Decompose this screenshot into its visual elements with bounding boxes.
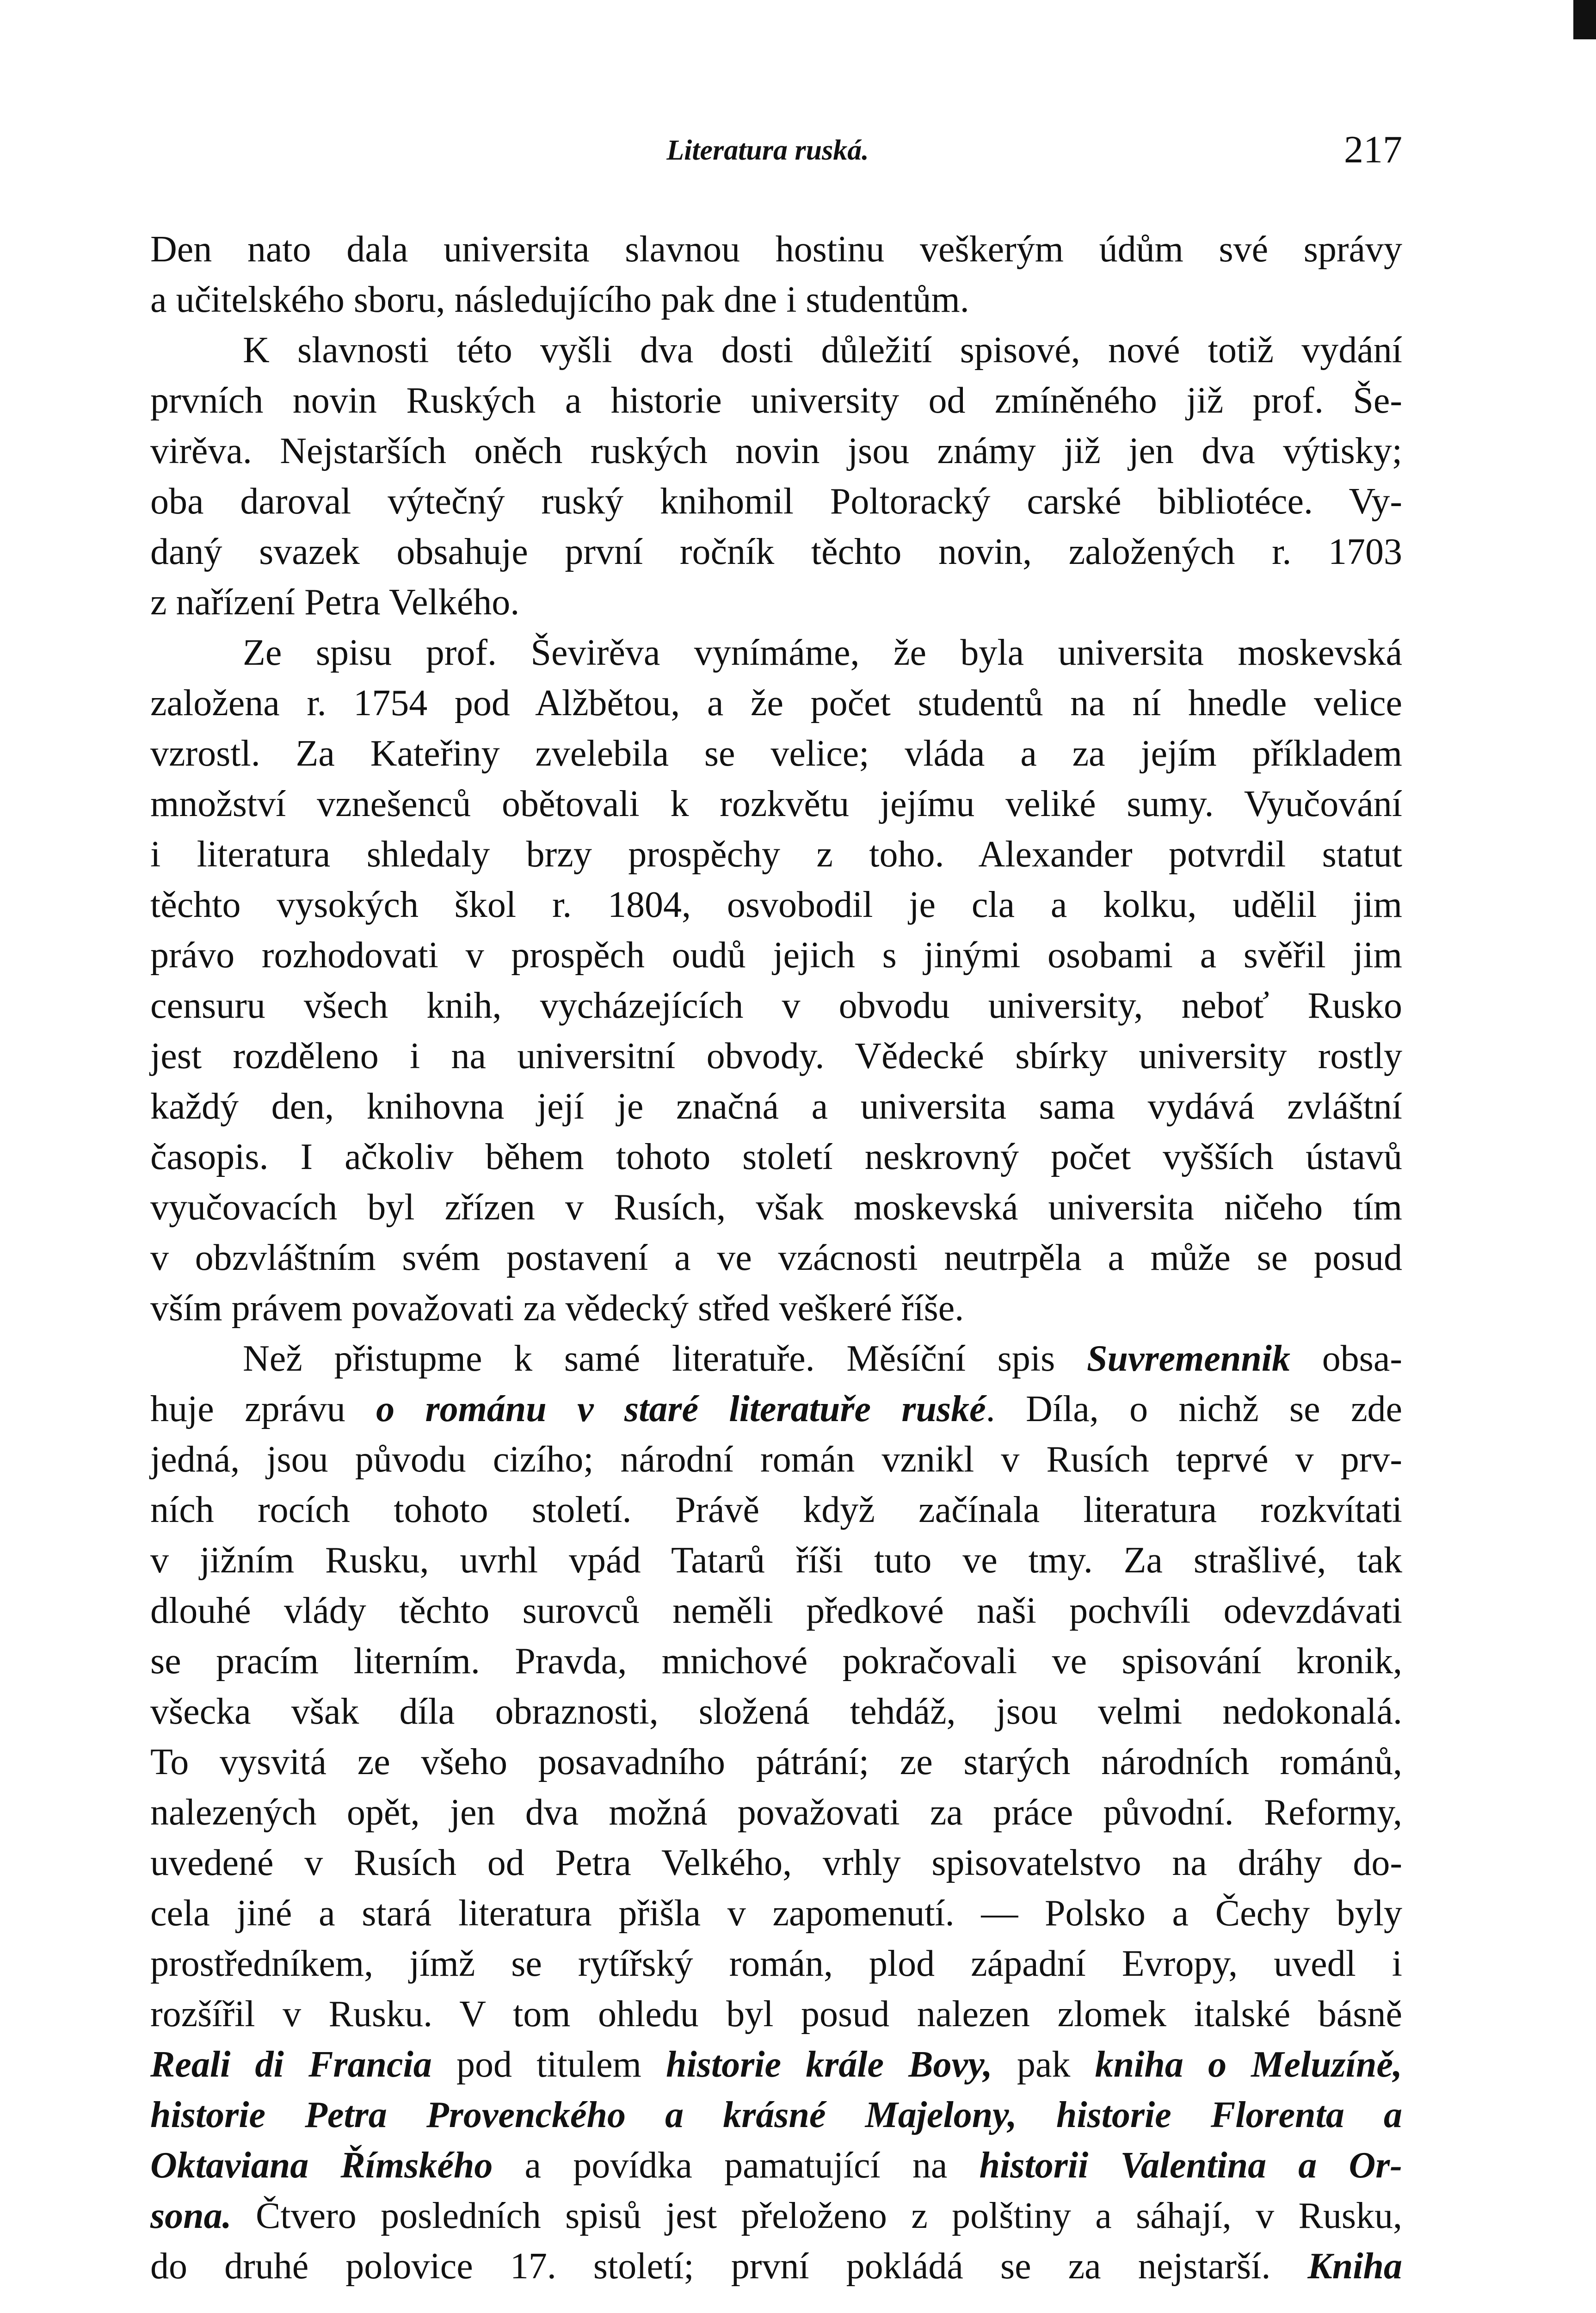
text-line <box>150 2241 1402 2292</box>
text-line <box>150 1082 1402 1132</box>
text-segment: každý den, knihovna její je značná a universita sama vydává zvláštní <box>150 1086 1402 1127</box>
text-segment: prostředníkem, jímž se rytířský román, plod západní Evropy, uvedl i <box>150 1943 1402 1984</box>
text-line <box>150 1485 1402 1535</box>
text-segment: Než přistupme k samé literatuře. Měsíční spis <box>243 1338 1087 1379</box>
italic-title-text: Suvremennik <box>1086 1338 1291 1379</box>
page-number: 217 <box>1344 128 1402 171</box>
text-segment: těchto vysokých škol r. 1804, osvobodil je cla a kolku, udělil jim <box>150 884 1402 925</box>
text-line <box>150 2040 1402 2090</box>
text-line <box>150 1687 1402 1737</box>
italic-title-text: historie Petra Provenckého a krásné Majelony, historie Florenta a <box>150 2095 1402 2135</box>
text-line <box>150 325 1402 376</box>
text-line <box>150 1989 1402 2040</box>
text-line <box>150 1132 1402 1182</box>
text-line <box>150 1031 1402 1082</box>
text-line <box>150 1233 1402 1283</box>
text-line <box>150 376 1402 426</box>
text-line <box>150 1888 1402 1939</box>
text-line <box>150 476 1402 527</box>
text-segment: . Díla, o nichž se zde <box>986 1389 1403 1429</box>
text-segment: do druhé polovice 17. století; první pokládá se za nejstarší. <box>150 2246 1308 2287</box>
text-segment: censuru všech knih, vycházejících v obvodu university, neboť Rusko <box>150 985 1402 1026</box>
text-segment: a učitelského sboru, následujícího pak dne i studentům. <box>150 279 969 320</box>
text-line <box>150 577 1402 628</box>
text-line <box>150 1535 1402 1586</box>
text-segment: obsa- <box>1290 1338 1403 1379</box>
text-line <box>150 1787 1402 1838</box>
text-segment: pak <box>992 2044 1095 2085</box>
text-line <box>150 527 1402 577</box>
text-segment: huje zprávu <box>150 1389 376 1429</box>
text-segment: množství vznešenců obětovali k rozkvětu jejímu veliké sumy. Vyučování <box>150 784 1402 824</box>
text-segment: vzrostl. Za Kateřiny zvelebila se velice; vláda a za jejím příkladem <box>150 733 1402 774</box>
text-line <box>150 426 1402 476</box>
text-line <box>150 275 1402 325</box>
text-segment: i literatura shledaly brzy prospěchy z toho. Alexander potvrdil statut <box>150 834 1402 875</box>
text-segment: prvních novin Ruských a historie university od zmíněného již prof. Še- <box>150 380 1402 421</box>
text-segment: K slavnosti této vyšli dva dosti důležití spisové, nové totiž vydání <box>243 330 1402 371</box>
text-segment: oba daroval výtečný ruský knihomil Poltoracký carské bibliotéce. Vy- <box>150 481 1402 522</box>
text-line <box>150 2090 1402 2140</box>
text-segment: právo rozhodovati v prospěch oudů jejich s jinými osobami a svěřil jim <box>150 935 1402 976</box>
text-segment: Den nato dala universita slavnou hostinu veškerým údům své správy <box>150 229 1402 270</box>
italic-title-text: Oktaviana Římského <box>150 2145 493 2186</box>
text-line <box>150 1182 1402 1233</box>
text-line <box>150 1838 1402 1888</box>
text-segment: nalezených opět, jen dva možná považovati za práce původní. Reformy, <box>150 1792 1402 1833</box>
text-line <box>150 1384 1402 1435</box>
italic-title-text: Reali di Francia <box>150 2044 432 2085</box>
text-segment: vyučovacích byl zřízen v Rusích, však moskevská universita ničeho tím <box>150 1187 1402 1228</box>
text-segment: uvedené v Rusích od Petra Velkého, vrhly spisovatelstvo na dráhy do- <box>150 1843 1402 1883</box>
text-line <box>150 2140 1402 2191</box>
text-segment: virěva. Nejstarších oněch ruských novin jsou známy již jen dva výtisky; <box>150 431 1402 471</box>
text-segment: ních rocích tohoto století. Právě když začínala literatura rozkvítati <box>150 1490 1402 1530</box>
scan-edge-top <box>1573 0 1596 39</box>
text-segment: jedná, jsou původu cizího; národní román vznikl v Rusích teprvé v prv- <box>150 1439 1402 1480</box>
italic-title-text: historie krále Bovy, <box>666 2044 992 2085</box>
text-line <box>150 1334 1402 1384</box>
italic-title-text: sona. <box>150 2195 232 2236</box>
text-line <box>150 1939 1402 1989</box>
text-line <box>150 729 1402 779</box>
text-line <box>150 678 1402 729</box>
text-segment: rozšířil v Rusku. V tom ohledu byl posud nalezen zlomek italské básně <box>150 1994 1402 2035</box>
text-line <box>150 1737 1402 1787</box>
text-segment: cela jiné a stará literatura přišla v zapomenutí. — Polsko a Čechy byly <box>150 1893 1402 1934</box>
body-text <box>150 224 1402 2292</box>
text-segment: daný svazek obsahuje první ročník těchto novin, založených r. 1703 <box>150 532 1402 572</box>
italic-title-text: Kniha <box>1307 2246 1402 2287</box>
text-segment: a povídka pamatující na <box>493 2145 980 2186</box>
text-line <box>150 981 1402 1031</box>
text-segment: jest rozděleno i na universitní obvody. Vědecké sbírky university rostly <box>150 1036 1402 1076</box>
text-segment: založena r. 1754 pod Alžbětou, a že počet studentů na ní hnedle velice <box>150 683 1402 724</box>
text-segment: se pracím literním. Pravda, mnichové pokračovali ve spisování kronik, <box>150 1641 1402 1682</box>
text-segment: dlouhé vlády těchto surovců neměli předkové naši pochvíli odevzdávati <box>150 1590 1402 1631</box>
text-segment: pod titulem <box>431 2044 666 2085</box>
text-segment: Ze spisu prof. Ševirěva vynímáme, že byla universita moskevská <box>243 632 1402 673</box>
text-line <box>150 1283 1402 1334</box>
text-line <box>150 779 1402 829</box>
text-segment: Čtvero posledních spisů jest přeloženo z polštiny a sáhají, v Rusku, <box>231 2195 1402 2236</box>
italic-title-text: kniha o Meluzíně, <box>1095 2044 1403 2085</box>
text-line <box>150 1435 1402 1485</box>
text-line <box>150 930 1402 981</box>
text-segment: v jižním Rusku, uvrhl vpád Tatarů říši tuto ve tmy. Za strašlivé, tak <box>150 1540 1402 1581</box>
text-segment: všecka však díla obraznosti, složená tehdáž, jsou velmi nedokonalá. <box>150 1691 1402 1732</box>
text-line <box>150 880 1402 930</box>
italic-title-text: historii Valentina a Or- <box>979 2145 1402 2186</box>
text-line <box>150 829 1402 880</box>
text-line <box>150 1636 1402 1687</box>
text-segment: To vysvitá ze všeho posavadního pátrání; ze starých národních románů, <box>150 1742 1402 1782</box>
text-line <box>150 224 1402 275</box>
text-line <box>150 628 1402 678</box>
text-line <box>150 2191 1402 2241</box>
running-title: Literatura ruská. <box>666 135 869 166</box>
text-segment: v obzvláštním svém postavení a ve vzácnosti neutrpěla a může se posud <box>150 1237 1402 1278</box>
italic-title-text: o románu v staré literatuře ruské <box>376 1389 986 1429</box>
text-segment: z nařízení Petra Velkého. <box>150 582 520 623</box>
text-segment: časopis. I ačkoliv během tohoto století neskrovný počet vyšších ústavů <box>150 1137 1402 1177</box>
text-line <box>150 1586 1402 1636</box>
text-segment: vším právem považovati za vědecký střed veškeré říše. <box>150 1288 964 1329</box>
